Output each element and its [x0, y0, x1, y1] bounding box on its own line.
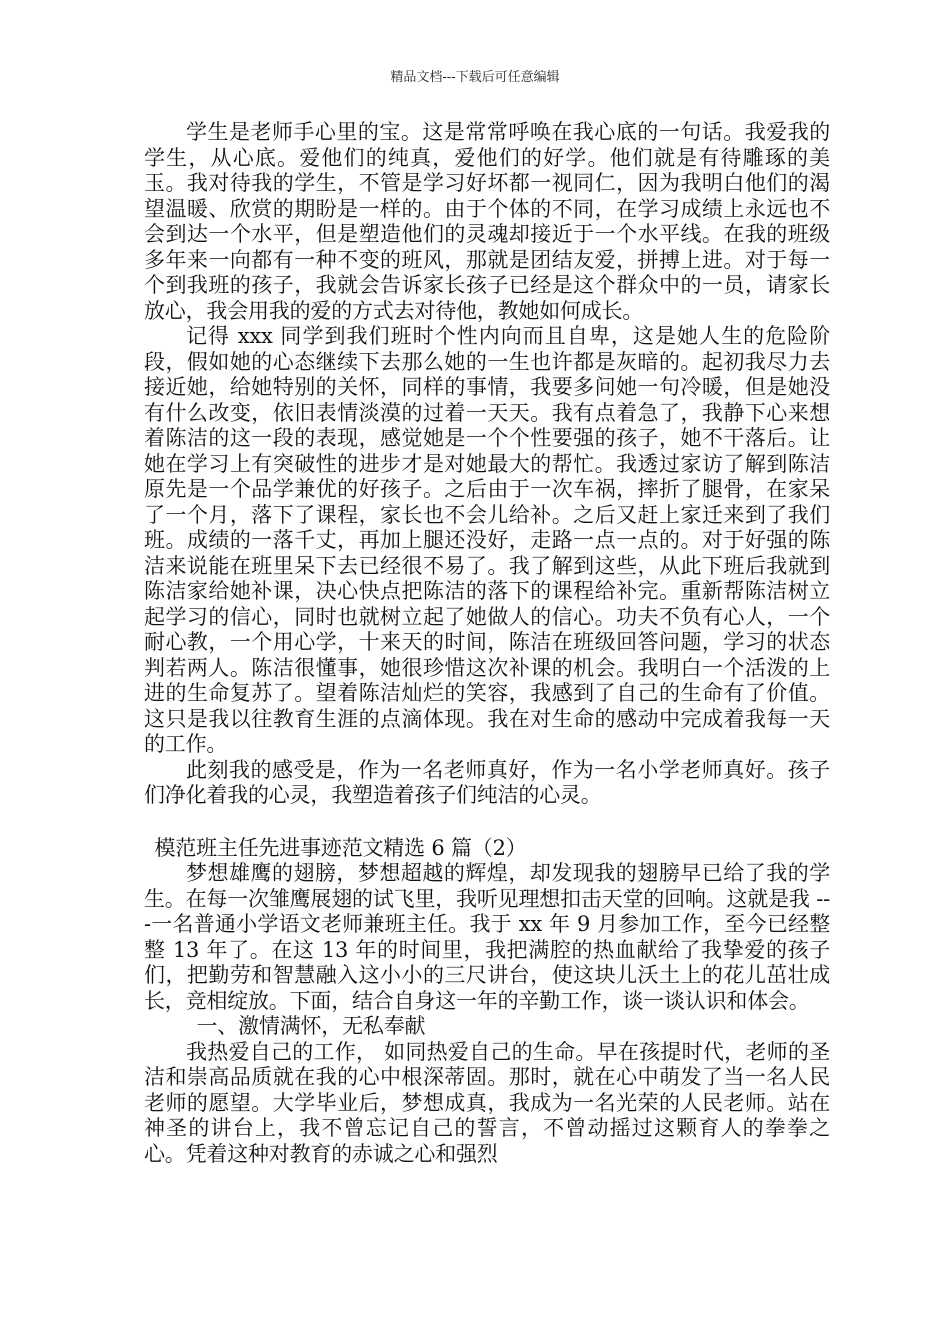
paragraph-2: 记得 xxx 同学到我们班时个性内向而且自卑，这是她人生的危险阶段，假如她的心态继续下去那么她的一生也许都是灰暗的。起初我尽力去接近她，给她特别的关怀，同样的事情，我要多问她一句冷暖，但是她没有什么改变，依旧表情淡漠的过着一天天。我有点着急了，我静下心来想着陈洁的这一段的表现，感觉她是一个个性要强的孩子，她不干落后。让她在学习上有突破性的进步才是对她最大的帮忙。我透过家访了解到陈洁原先是一个品学兼优的好孩子。之后由于一次车祸，摔折了腿骨，在家呆了一个月，落下了课程，家长也不会儿给补。之后又赶上家迁来到了我们班。成绩的一落千丈，再加上腿还没好，走路一点一点的。对于好强的陈洁来说能在班里呆下去已经很不易了。我了解到这些，从此下班后我就到陈洁家给她补课，决心快点把陈洁的落下的课程给补完。重新帮陈洁树立起学习的信心，同时也就树立起了她做人的信心。功夫不负有心人，一个耐心教，一个用心学，十来天的时间，陈洁在班级回答问题，学习的状态判若两人。陈洁很懂事，她很珍惜这次补课的机会。我明白一个活泼的上进的生命复苏了。望着陈洁灿烂的笑容，我感到了自己的生命有了价值。这只是我以往教育生涯的点滴体现。我在对生命的感动中完成着我每一天的工作。 — [144, 324, 830, 756]
section-title: 模范班主任先进事迹范文精选 6 篇（2） — [154, 835, 527, 860]
paragraph-4: 梦想雄鹰的翅膀，梦想超越的辉煌，却发现我的翅膀早已给了我的学生。在每一次雏鹰展翅的试飞里，我听见理想扣击天堂的回响。这就是我 ---一名普通小学语文老师兼班主任。我于 xx 年 9 月参加工作，至今已经整整 13 年了。在这 13 年的时间里，我把满腔的热血献给了我挚爱的孩子们，把勤劳和智慧融入这小小的三尺讲台，使这块儿沃土上的花儿茁壮成长，竞相绽放。下面，结合自身这一年的辛勤工作，谈一谈认识和体会。 — [144, 861, 830, 1013]
subheading: 一、激情满怀，无私奉献 — [196, 1014, 426, 1038]
paragraph-5: 我热爱自己的工作， 如同热爱自己的生命。早在孩提时代，老师的圣洁和崇高品质就在我的心中根深蒂固。那时，就在心中萌发了当一名人民老师的愿望。大学毕业后，梦想成真，我成为一名光荣的人民老师。站在神圣的讲台上，我不曾忘记自己的誓言，不曾动摇过这颗育人的拳拳之心。凭着这种对教育的赤诚之心和强烈 — [144, 1039, 830, 1166]
paragraph-3: 此刻我的感受是，作为一名老师真好，作为一名小学老师真好。孩子们净化着我的心灵，我塑造着孩子们纯洁的心灵。 — [144, 757, 830, 807]
page-header: 精品文档---下载后可任意编辑 — [390, 70, 560, 85]
paragraph-1: 学生是老师手心里的宝。这是常常呼唤在我心底的一句话。我爱我的学生，从心底。爱他们的纯真，爱他们的好学。他们就是有待雕琢的美玉。我对待我的学生，不管是学习好坏都一视同仁，因为我明白他们的渴望温暖、欣赏的期盼是一样的。由于个体的不同，在学习成绩上永远也不会到达一个水平，但是塑造他们的灵魂却接近于一个水平线。在我的班级多年来一向都有一种不变的班风，那就是团结友爱，拼搏上进。对于每一个到我班的孩子，我就会告诉家长孩子已经是这个群众中的一员，请家长放心，我会用我的爱的方式去对待他，教她如何成长。 — [144, 120, 830, 323]
document-body — [144, 120, 830, 1167]
